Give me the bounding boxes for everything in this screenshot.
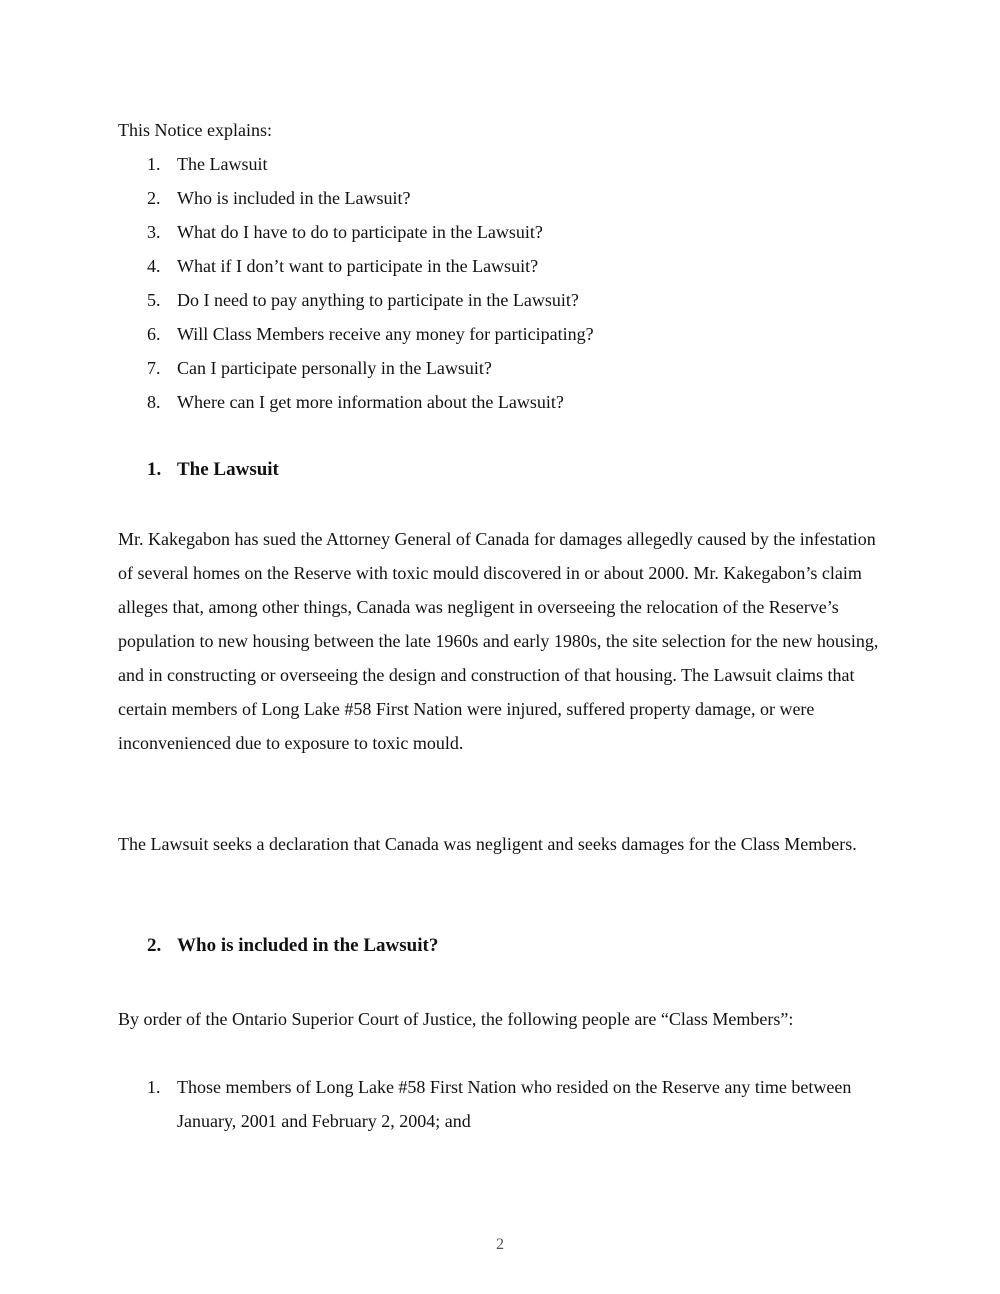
- lawsuit-declaration-paragraph: The Lawsuit seeks a declaration that Canada was negligent and seeks damages for the Class Members.: [118, 834, 857, 854]
- class-members-list: [147, 1070, 887, 1138]
- section-number: 1.: [147, 459, 162, 480]
- list-number: 2.: [147, 188, 161, 208]
- list-number: 4.: [147, 256, 161, 276]
- list-number: 5.: [147, 290, 161, 310]
- list-number: 8.: [147, 392, 161, 412]
- list-number: 7.: [147, 358, 161, 378]
- list-text: Do I need to pay anything to participate in the Lawsuit?: [177, 290, 579, 310]
- lawsuit-description-paragraph: Mr. Kakegabon has sued the Attorney General of Canada for damages allegedly caused by the infestation of several homes on the Reserve with toxic mould discovered in or about 2000. Mr. Kakegabon’s claim alleges that, among other things, Canada was negligent in overseeing the relocation of the Reserve’s population to new housing between the late 1960s and early 1980s, the site selection for the new housing, and in constructing or overseeing the design and construction of that housing. The Lawsuit claims that certain members of Long Lake #58 First Nation were injured, suffered property damage, or were inconvenienced due to exposure to toxic mould.: [118, 529, 879, 753]
- section-number: 2.: [147, 935, 162, 956]
- list-item: [147, 288, 594, 322]
- list-item: [147, 254, 594, 288]
- list-text: Will Class Members receive any money for participating?: [177, 324, 594, 344]
- page-number: 2: [496, 1236, 504, 1253]
- intro-text: This Notice explains:: [118, 120, 272, 140]
- list-text: What if I don’t want to participate in the Lawsuit?: [177, 256, 539, 276]
- list-item: [147, 356, 594, 390]
- section-title: The Lawsuit: [177, 459, 279, 480]
- list-item: [147, 220, 594, 254]
- list-text: Who is included in the Lawsuit?: [177, 188, 411, 208]
- list-number: 1.: [147, 1077, 161, 1097]
- list-text: Where can I get more information about the Lawsuit?: [177, 392, 564, 412]
- list-item: [147, 152, 594, 186]
- list-item: [147, 390, 594, 424]
- list-number: 6.: [147, 324, 161, 344]
- list-text: What do I have to do to participate in the Lawsuit?: [177, 222, 543, 242]
- class-members-paragraph: By order of the Ontario Superior Court of Justice, the following people are “Class Members”:: [118, 1009, 794, 1029]
- list-text: Can I participate personally in the Lawsuit?: [177, 358, 492, 378]
- list-item: [147, 322, 594, 356]
- list-text: The Lawsuit: [177, 154, 268, 174]
- list-text: Those members of Long Lake #58 First Nation who resided on the Reserve any time between January, 2001 and February 2, 2004; and: [177, 1077, 852, 1131]
- section-heading-lawsuit: [147, 458, 279, 482]
- list-item: [147, 1070, 887, 1138]
- list-number: 1.: [147, 154, 161, 174]
- section-heading-who-is-included: [147, 934, 438, 958]
- list-number: 3.: [147, 222, 161, 242]
- notice-contents-list: [147, 152, 594, 424]
- section-title: Who is included in the Lawsuit?: [177, 935, 439, 956]
- list-item: [147, 186, 594, 220]
